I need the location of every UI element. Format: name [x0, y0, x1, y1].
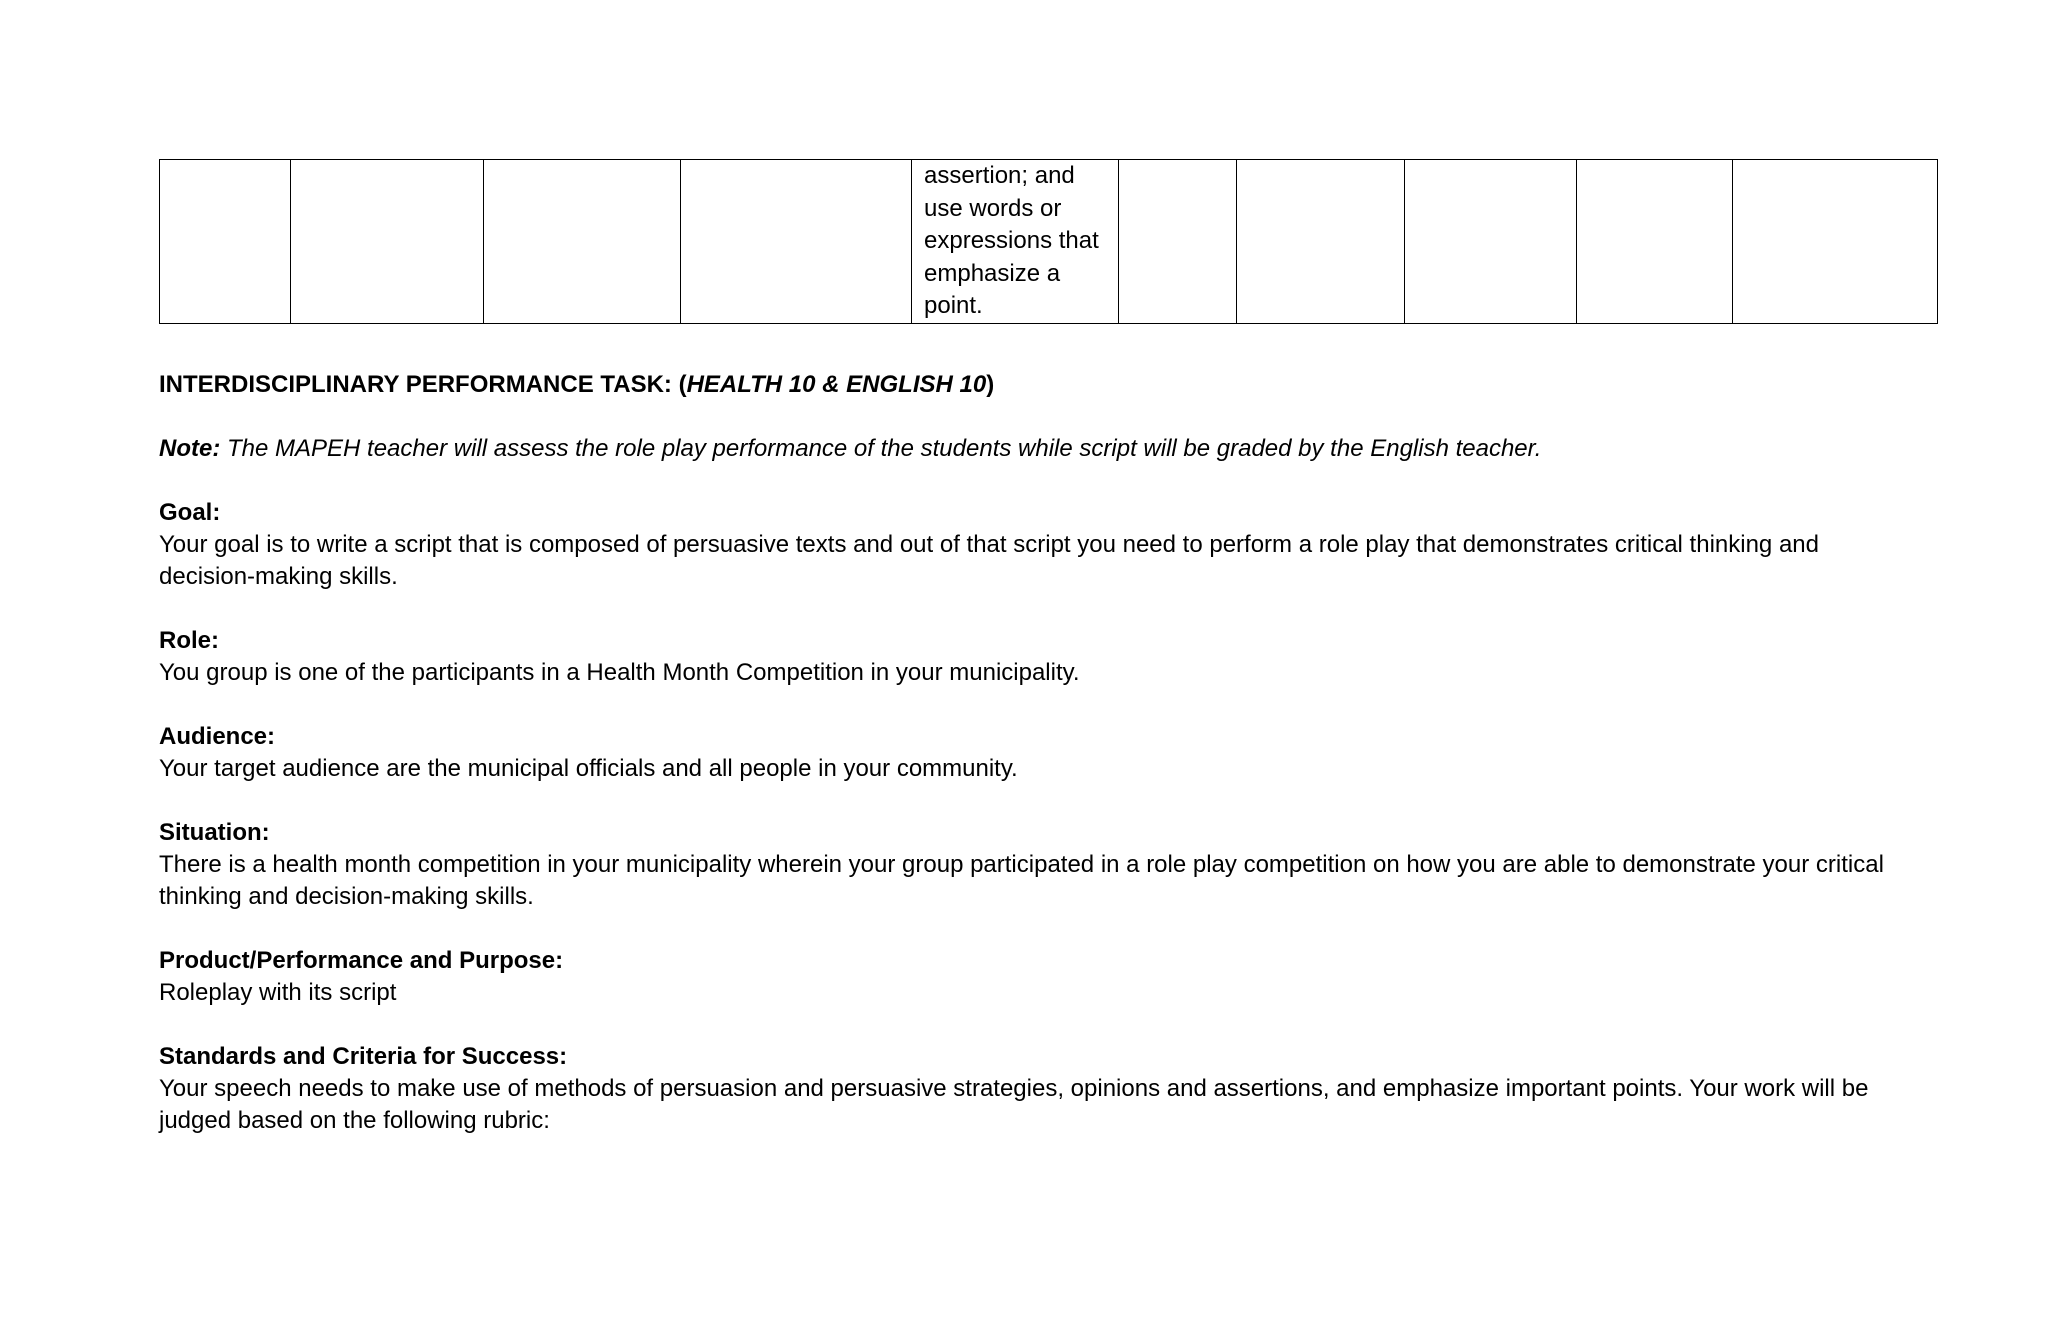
table-row — [160, 160, 1938, 324]
table-cell — [681, 160, 912, 324]
table-cell — [1733, 160, 1938, 324]
table-cell — [1237, 160, 1405, 324]
teacher-note — [159, 433, 1919, 465]
goal-label: Goal: — [159, 499, 221, 526]
product-text: Roleplay with its script — [159, 979, 397, 1006]
table-cell — [291, 160, 484, 324]
note-label: Note: — [159, 435, 221, 462]
role-label: Role: — [159, 627, 219, 654]
rubric-table-continuation — [159, 159, 1938, 324]
table-cell-assertion — [912, 160, 1119, 324]
role-section — [159, 625, 1919, 689]
role-text: You group is one of the participants in a Health Month Competition in your municipality. — [159, 659, 1080, 686]
standards-label: Standards and Criteria for Success: — [159, 1043, 568, 1070]
product-label: Product/Performance and Purpose: — [159, 947, 564, 974]
task-heading-subjects: HEALTH 10 & ENGLISH 10 — [686, 371, 987, 398]
situation-label: Situation: — [159, 819, 270, 846]
assertion-cell-text: assertion; and use words or expressions that emphasize a point. — [924, 162, 1099, 319]
goal-text: Your goal is to write a script that is composed of persuasive texts and out of that script you need to perform a role play that demonstrates critical thinking and decision-making skills. — [159, 531, 1819, 590]
audience-label: Audience: — [159, 723, 276, 750]
product-section — [159, 945, 1919, 1009]
standards-text: Your speech needs to make use of methods of persuasion and persuasive strategies, opinions and assertions, and emphasize important points. Your work will be judged based on the following rubric: — [159, 1075, 1869, 1134]
audience-text: Your target audience are the municipal officials and all people in your community. — [159, 755, 1018, 782]
performance-task-content — [159, 369, 1919, 1169]
task-heading-prefix: INTERDISCIPLINARY PERFORMANCE TASK: ( — [159, 371, 687, 398]
audience-section — [159, 721, 1919, 785]
table-cell — [160, 160, 291, 324]
task-heading-suffix: ) — [986, 371, 995, 398]
situation-text: There is a health month competition in your municipality wherein your group participated in a role play competition on how you are able to demonstrate your critical thinking and decision-making skills. — [159, 851, 1884, 910]
task-heading — [159, 369, 1919, 401]
table-cell — [484, 160, 681, 324]
note-text: The MAPEH teacher will assess the role play performance of the students while script will be graded by the English teacher. — [220, 435, 1542, 462]
table-cell — [1405, 160, 1577, 324]
table-cell — [1577, 160, 1733, 324]
goal-section — [159, 497, 1919, 593]
situation-section — [159, 817, 1919, 913]
table-cell — [1119, 160, 1237, 324]
standards-section — [159, 1041, 1919, 1137]
